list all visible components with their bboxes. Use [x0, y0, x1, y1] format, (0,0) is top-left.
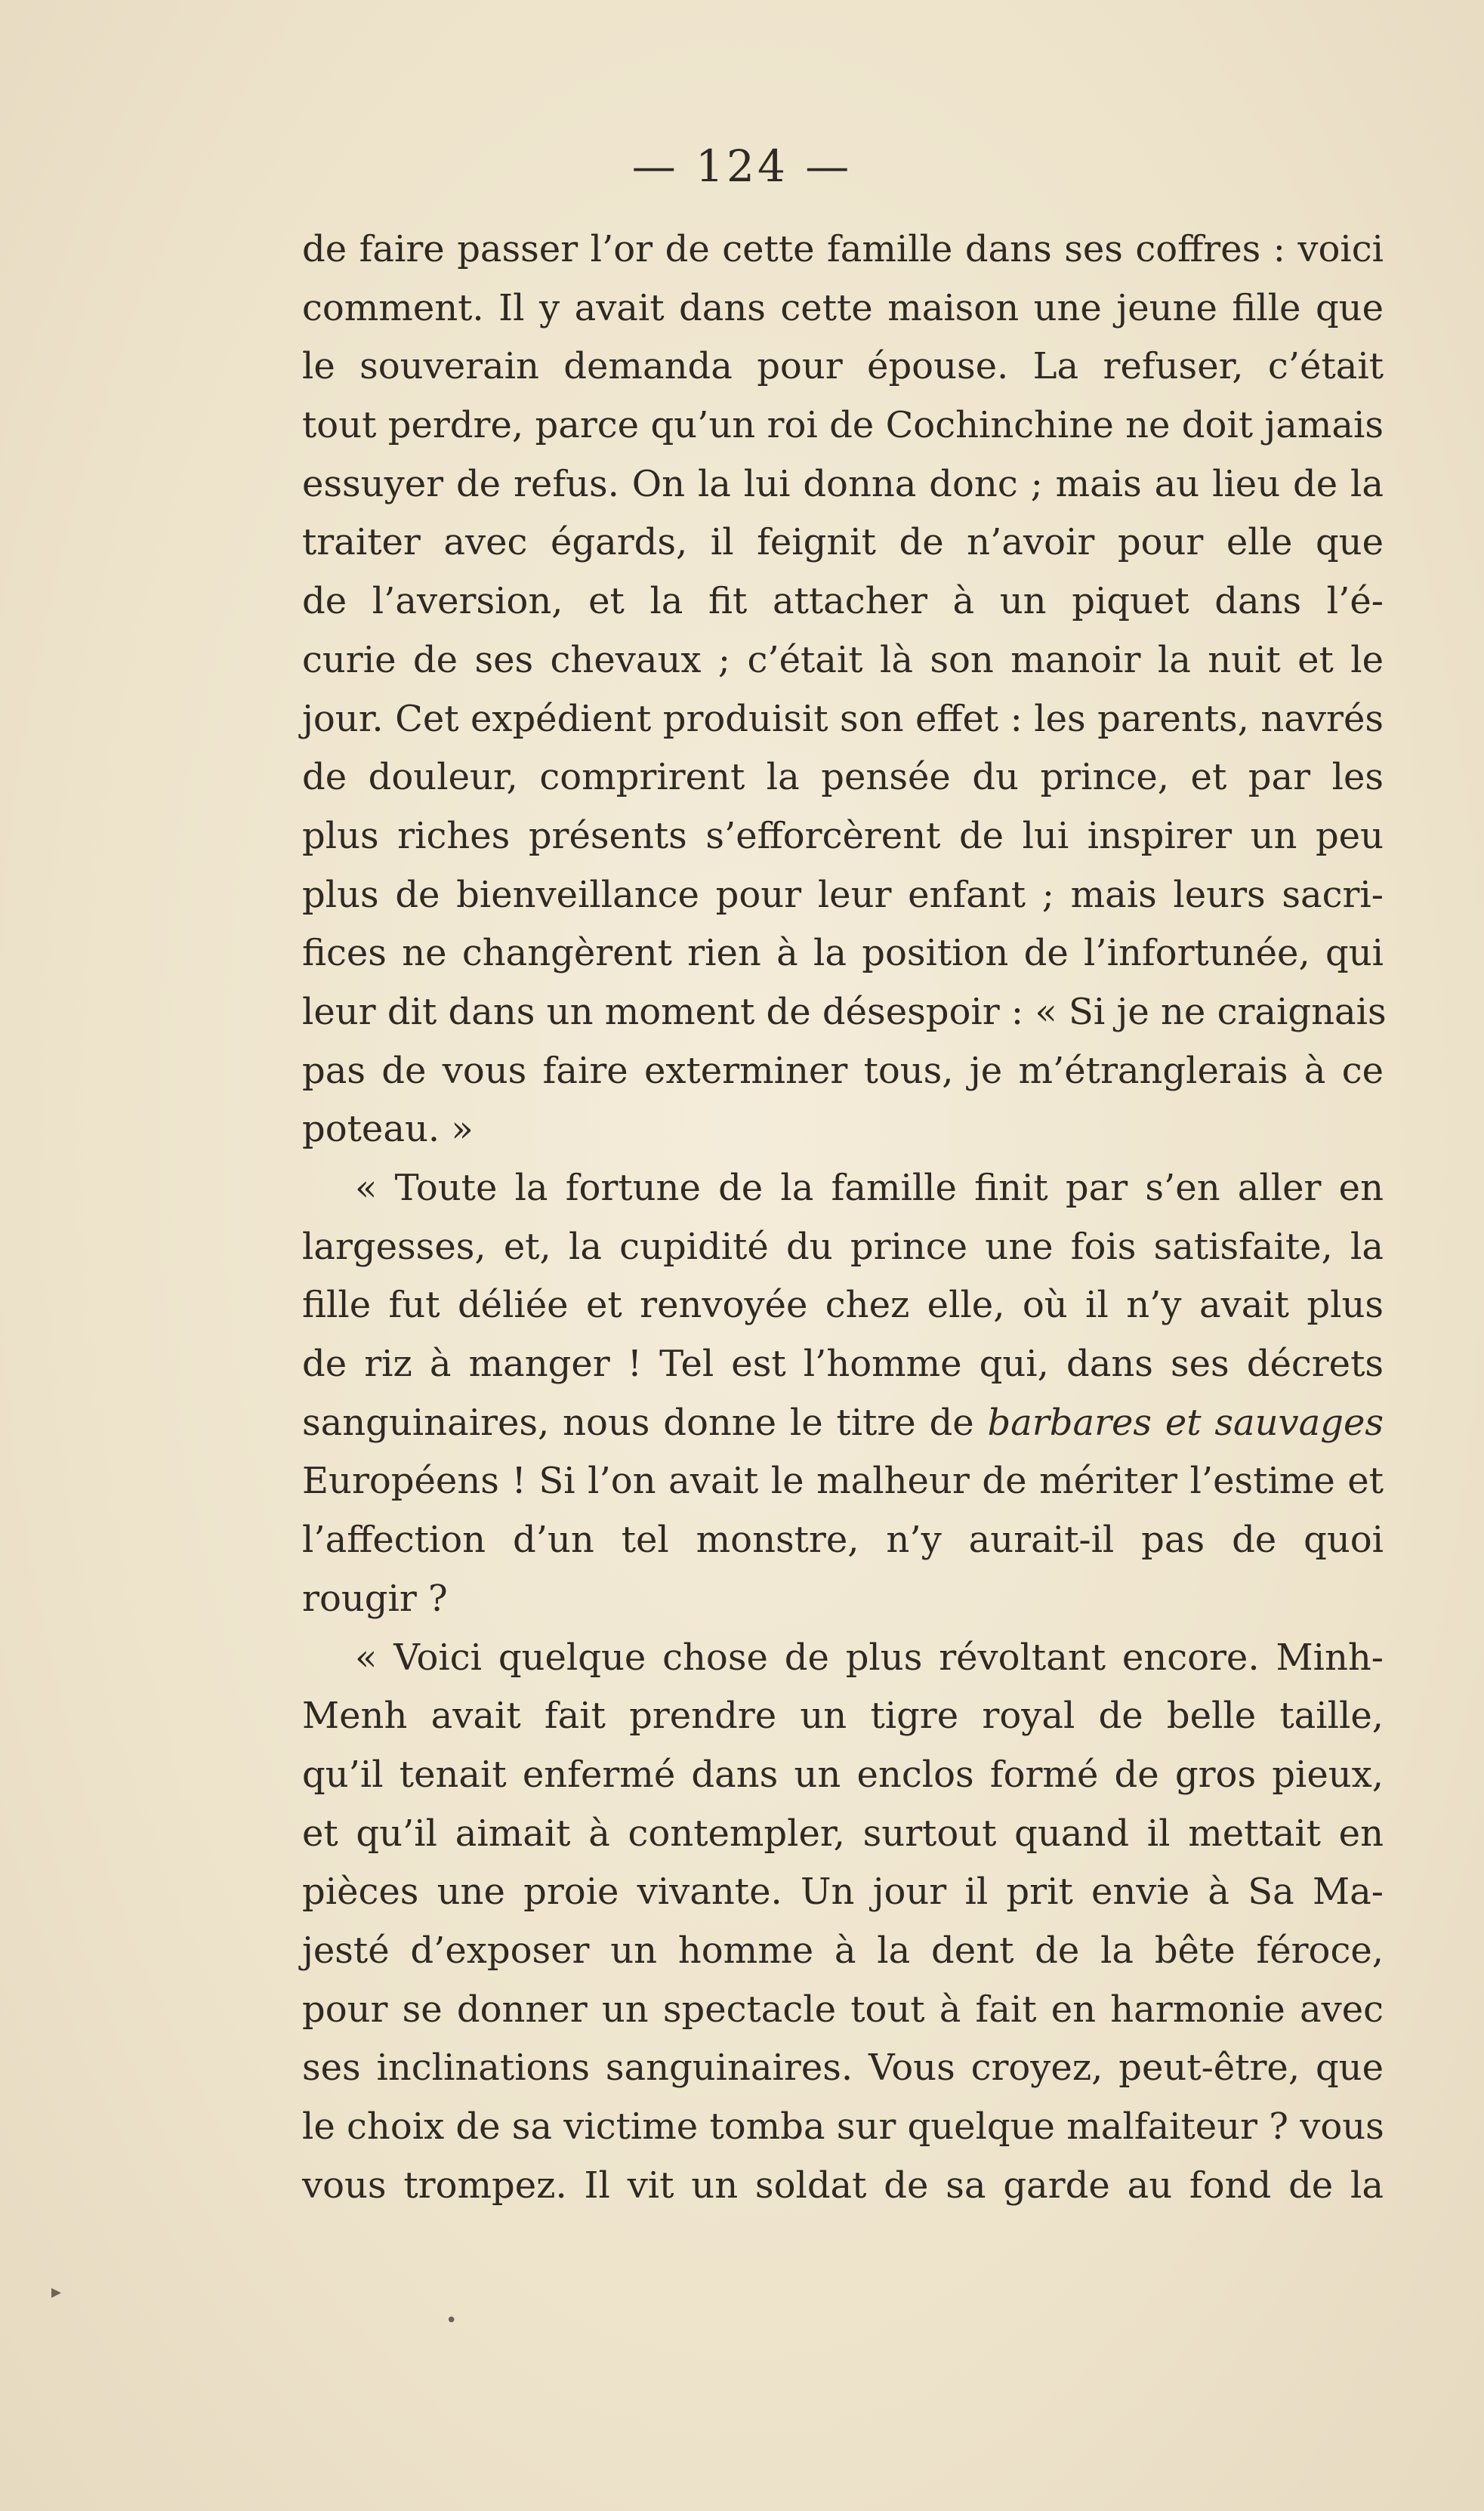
text-line: et qu’il aimait à contempler, surtout quand il mettait en [302, 1812, 1384, 1855]
text-line: plus de bienveillance pour leur enfant ; mais leurs sacri- [302, 873, 1384, 916]
text-line: curie de ses chevaux ; c’était là son manoir la nuit et le [302, 638, 1384, 681]
text-line: de l’aversion, et la fit attacher à un piquet dans l’é- [302, 580, 1384, 623]
text-line: rougir ? [302, 1577, 448, 1620]
italic-phrase: barbares et sauvages [987, 1401, 1384, 1444]
ink-speck: ▸ [51, 2281, 62, 2303]
text-line: tout perdre, parce qu’un roi de Cochinchine ne doit jamais [302, 404, 1384, 447]
ink-speck: • [446, 2309, 458, 2332]
text-line: pièces une proie vivante. Un jour il prit envie à Sa Ma- [302, 1871, 1384, 1914]
text-line: le souverain demanda pour épouse. La refuser, c’était [302, 345, 1384, 388]
text-line: ses inclinations sanguinaires. Vous croyez, peut-être, que [302, 2047, 1384, 2090]
text-line: leur dit dans un moment de désespoir : « Si je ne craignais [302, 990, 1387, 1033]
text-line: de faire passer l’or de cette famille dans ses coffres : voici [302, 228, 1384, 270]
text-line: Européens ! Si l’on avait le malheur de mériter l’estime et [302, 1460, 1384, 1503]
text-line: comment. Il y avait dans cette maison une jeune fille que [302, 286, 1384, 329]
text-line: pour se donner un spectacle tout à fait en harmonie avec [302, 1988, 1384, 2031]
text-line: traiter avec égards, il feignit de n’avoir pour elle que [302, 521, 1384, 564]
text-line: fices ne changèrent rien à la position de l’infortunée, qui [302, 932, 1384, 975]
text-line: « Voici quelque chose de plus révoltant encore. Minh- [355, 1636, 1384, 1679]
text-line: « Toute la fortune de la famille finit par s’en aller en [355, 1167, 1384, 1209]
text-line: jesté d’exposer un homme à la dent de la bête féroce, [302, 1929, 1384, 1972]
page-number: — 124 — [631, 140, 853, 192]
text-line: Menh avait fait prendre un tigre royal de belle taille, [302, 1695, 1384, 1738]
text-line: de douleur, comprirent la pensée du prince, et par les [302, 756, 1384, 799]
text-line: jour. Cet expédient produisit son effet : les parents, navrés [302, 697, 1384, 740]
text-line: qu’il tenait enfermé dans un enclos formé de gros pieux, [302, 1753, 1384, 1796]
text-line: essuyer de refus. On la lui donna donc ; mais au lieu de la [302, 462, 1384, 505]
text-line: l’affection d’un tel monstre, n’y aurait-il pas de quoi [302, 1519, 1384, 1562]
text-line: poteau. » [302, 1108, 474, 1151]
body-text [302, 221, 1387, 2215]
text-line: de riz à manger ! Tel est l’homme qui, dans ses décrets [302, 1343, 1384, 1386]
text-line-segment: sanguinaires, nous donne le titre de [302, 1401, 988, 1444]
text-line [302, 1394, 1384, 1453]
text-line: vous trompez. Il vit un soldat de sa garde au fond de la [302, 2164, 1384, 2207]
text-line: fille fut déliée et renvoyée chez elle, où il n’y avait plus [302, 1284, 1384, 1327]
text-line: le choix de sa victime tomba sur quelque malfaiteur ? vous [302, 2105, 1384, 2148]
text-line: largesses, et, la cupidité du prince une fois satisfaite, la [302, 1225, 1384, 1268]
text-line: pas de vous faire exterminer tous, je m’étranglerais à ce [302, 1049, 1384, 1092]
text-line: plus riches présents s’efforcèrent de lui inspirer un peu [302, 814, 1384, 857]
